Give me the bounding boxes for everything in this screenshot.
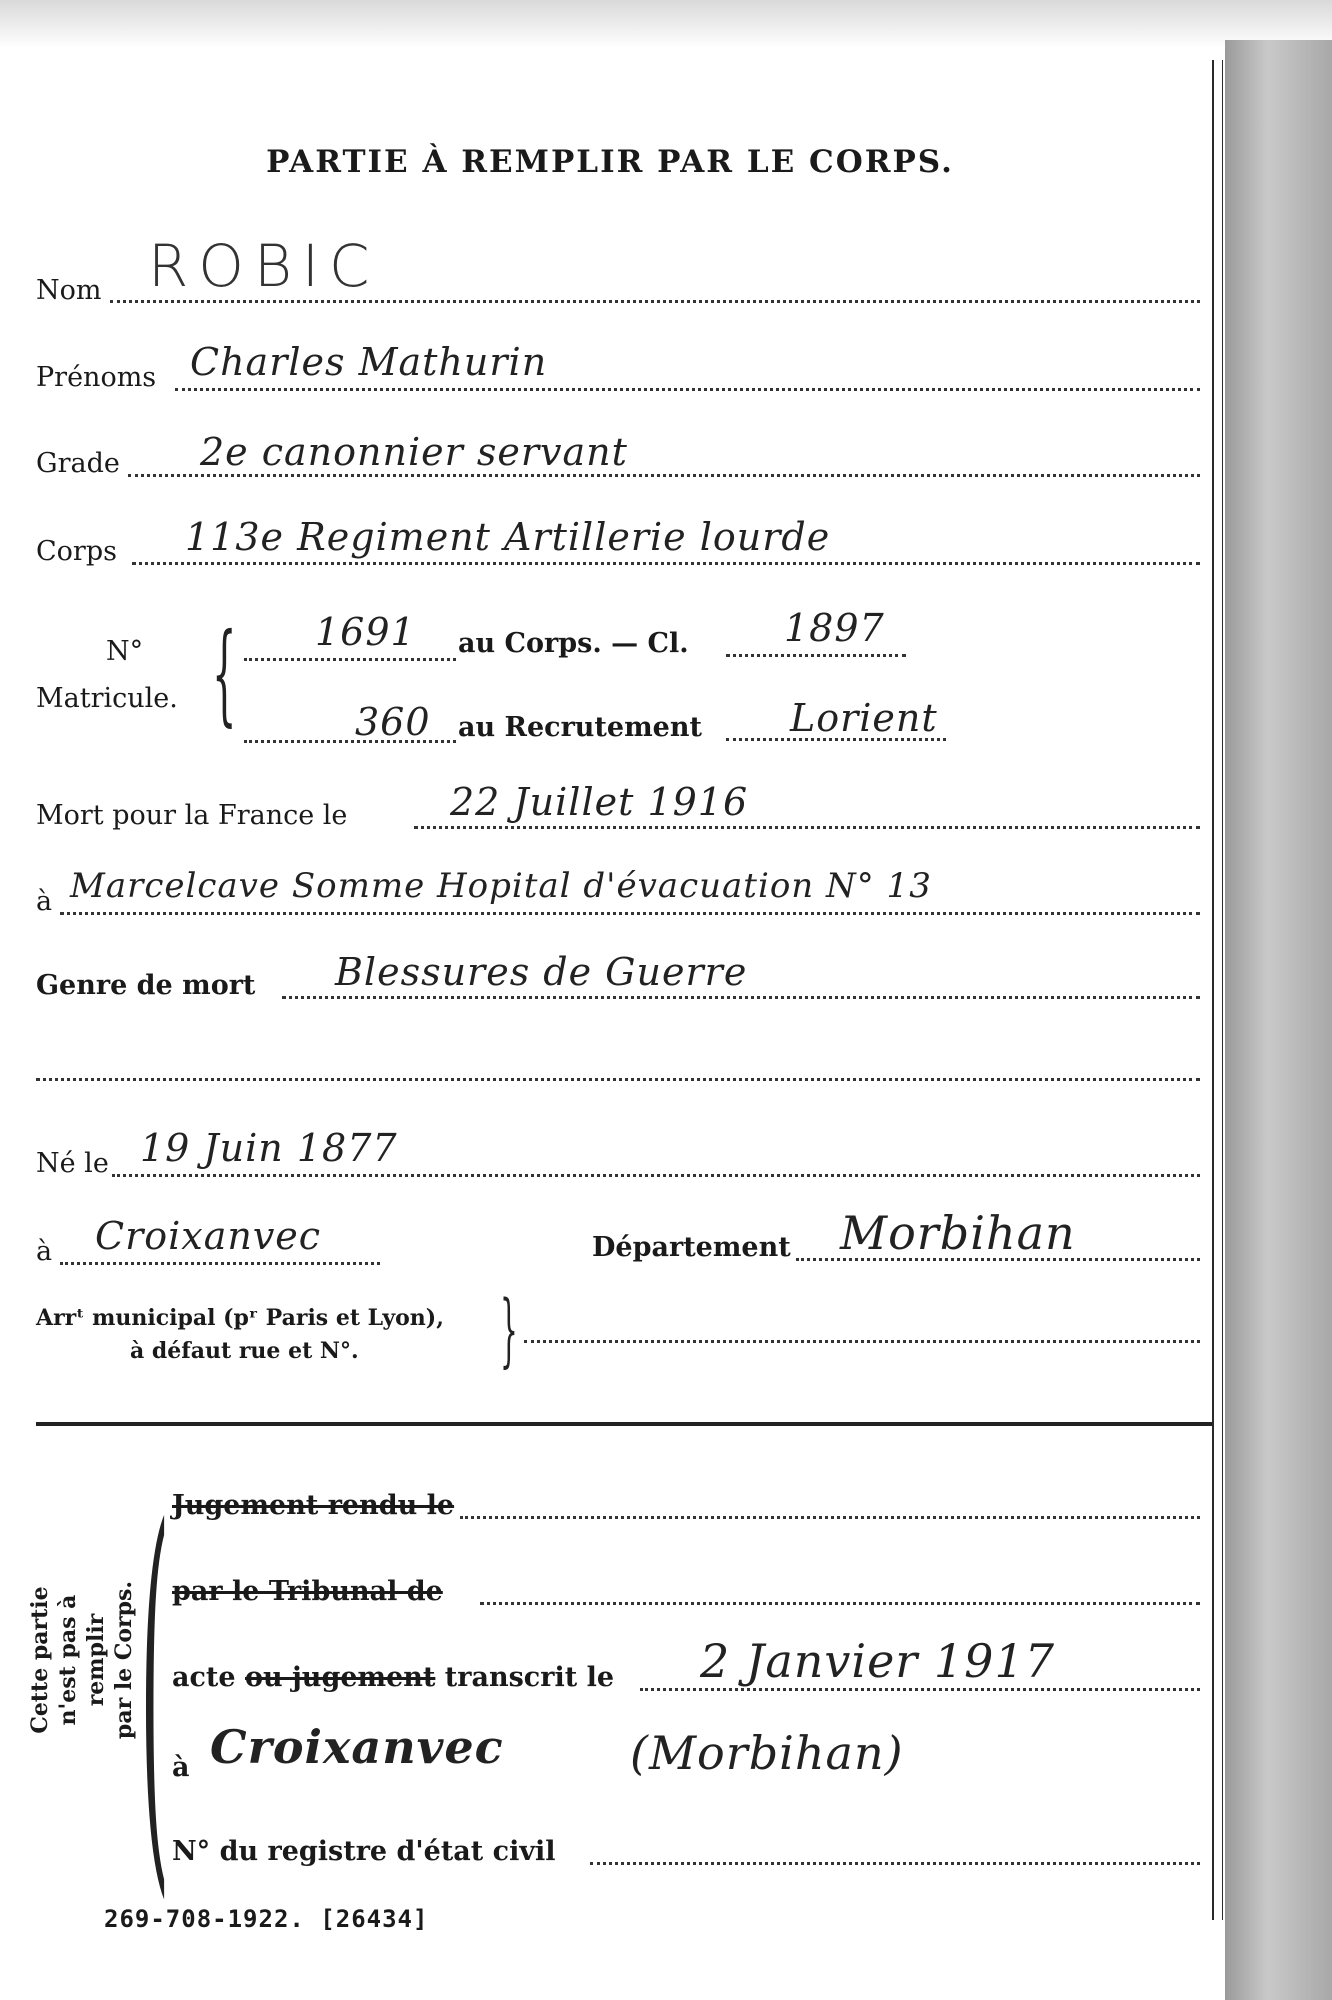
genre-label: Genre de mort [36, 970, 256, 1001]
side-note [26, 1560, 146, 1760]
au-corps-line [244, 658, 456, 661]
corps-value: 113e Regiment Artillerie lourde [185, 515, 831, 559]
recrutement-label: au Recrutement [458, 712, 702, 743]
nom-line [110, 300, 1200, 303]
page-title: PARTIE À REMPLIR PAR LE CORPS. [266, 144, 954, 180]
section-separator [36, 1422, 1212, 1426]
arrondissement-brace: } [500, 1283, 518, 1376]
prenoms-value: Charles Mathurin [190, 340, 548, 384]
classe-line [726, 654, 906, 657]
side-note-line-2: n'est pas à remplir [55, 1594, 109, 1726]
corps-label: Corps [36, 536, 117, 567]
right-border-line [1212, 60, 1214, 1920]
grade-label: Grade [36, 448, 120, 479]
grade-line [128, 474, 1200, 477]
prenoms-label: Prénoms [36, 362, 157, 393]
departement-label: Département [592, 1232, 791, 1263]
matricule-label: Matricule. [36, 683, 178, 714]
classe-value: 1897 [784, 606, 885, 650]
jugement-text: Jugement rendu le [172, 1490, 455, 1521]
nom-label: Nom [36, 275, 102, 306]
arrondissement-line [524, 1340, 1200, 1343]
lieu-transcription-value: Croixanvec [210, 1720, 504, 1774]
au-corps-value: 1691 [315, 610, 416, 654]
prenoms-line [175, 388, 1200, 391]
departement-value: Morbihan [840, 1206, 1076, 1260]
genre-line [282, 996, 1200, 999]
lieu-transcription-label: à [172, 1752, 190, 1783]
side-note-line-3: par le Corps. [111, 1580, 137, 1740]
tribunal-line [480, 1602, 1200, 1605]
lieu-mort-line [60, 912, 1200, 915]
binding-strip [1225, 40, 1332, 2000]
matricule-brace: { [212, 609, 237, 737]
lower-brace: ( [140, 1445, 170, 1934]
right-border-line-2 [1222, 60, 1223, 1920]
grade-value: 2e canonnier servant [200, 430, 628, 474]
lieu-naissance-line [60, 1262, 380, 1265]
jugement-line [460, 1516, 1200, 1519]
arrondissement-label-2: à défaut rue et N°. [130, 1338, 359, 1364]
acte-value: 2 Janvier 1917 [700, 1634, 1055, 1688]
jugement-label [172, 1490, 454, 1521]
scan-shadow [0, 0, 1332, 48]
tribunal-label [172, 1576, 443, 1607]
lieu-mort-value: Marcelcave Somme Hopital d'évacuation N° 13 [70, 866, 932, 906]
recrutement-value: Lorient [790, 696, 938, 740]
matricule-no-label: N° [106, 636, 144, 667]
ne-le-label: Né le [36, 1148, 109, 1179]
corps-line [132, 562, 1200, 565]
lieu-naissance-label: à [36, 1236, 53, 1267]
acte-strike: ou jugement [245, 1662, 436, 1693]
acte-text-1: acte [172, 1662, 236, 1693]
mort-value: 22 Juillet 1916 [450, 780, 749, 824]
lieu-transcription-value-2: (Morbihan) [630, 1726, 904, 1780]
acte-line [640, 1688, 1200, 1691]
side-note-line-1: Cette partie [27, 1586, 53, 1734]
blank-line [36, 1078, 1200, 1081]
mort-line [414, 826, 1200, 829]
acte-label [172, 1662, 614, 1693]
acte-text-2: transcrit le [444, 1662, 615, 1693]
nom-value: ROBIC [148, 232, 380, 300]
registre-line [590, 1862, 1200, 1865]
arrondissement-label-1: Arrᵗ municipal (pʳ Paris et Lyon), [36, 1305, 444, 1331]
ne-le-value: 19 Juin 1877 [140, 1126, 398, 1170]
registre-label: N° du registre d'état civil [172, 1836, 556, 1867]
au-corps-label: au Corps. — Cl. [458, 628, 689, 659]
ne-le-line [112, 1174, 1200, 1177]
recrutement-no: 360 [355, 700, 431, 744]
mort-label: Mort pour la France le [36, 800, 348, 831]
genre-value: Blessures de Guerre [335, 950, 748, 994]
tribunal-text: par le Tribunal de [172, 1576, 443, 1607]
footer-reference: 269-708-1922. [26434] [104, 1905, 429, 1933]
lieu-naissance-value: Croixanvec [95, 1214, 322, 1258]
lieu-mort-label: à [36, 886, 53, 917]
